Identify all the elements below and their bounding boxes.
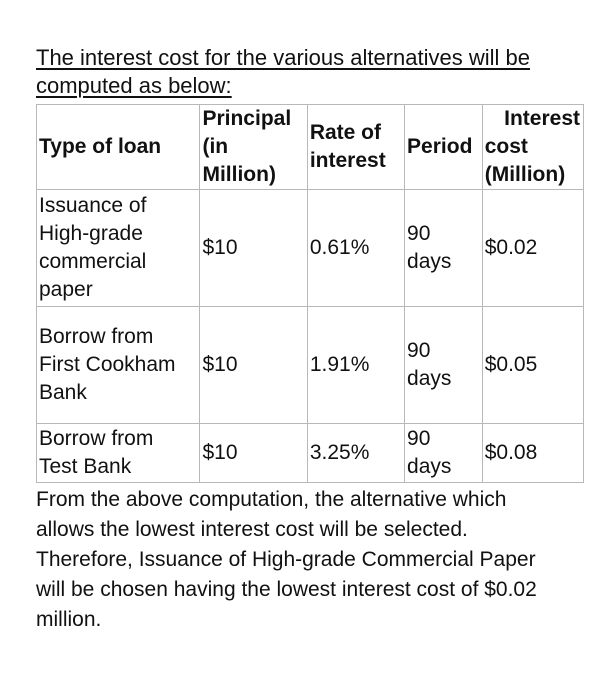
cell-type-of-loan: Issuance of High-grade commercial paper — [37, 190, 200, 307]
cell-period: 90 days — [405, 190, 483, 307]
table-row — [37, 307, 584, 424]
table-row — [37, 190, 584, 307]
header-interest-cost-line2: cost (Million) — [484, 135, 566, 186]
cell-period: 90 days — [405, 424, 483, 483]
cell-interest-cost: $0.08 — [482, 424, 583, 483]
cell-rate: 3.25% — [307, 424, 404, 483]
cell-principal: $10 — [200, 424, 307, 483]
header-interest-cost-line1: Interest — [504, 107, 580, 130]
cell-rate: 0.61% — [307, 190, 404, 307]
cell-period: 90 days — [405, 307, 483, 424]
loan-comparison-table — [36, 104, 584, 483]
table-header-row — [37, 105, 584, 190]
cell-principal: $10 — [200, 307, 307, 424]
header-rate-of-interest: Rate of interest — [307, 105, 404, 190]
header-principal: Principal (in Million) — [200, 105, 307, 190]
cell-interest-cost: $0.05 — [482, 307, 583, 424]
header-type-of-loan: Type of loan — [37, 105, 200, 190]
cell-principal: $10 — [200, 190, 307, 307]
section-heading: The interest cost for the various alternatives will be computed as below: — [36, 45, 531, 98]
header-period: Period — [405, 105, 483, 190]
conclusion-paragraph: From the above computation, the alternative which allows the lowest interest cost will be selected. Therefore, Issuance of High-grade Commercial Paper will be chosen having the lowest interest cost of $0.02 million. — [36, 488, 537, 631]
table-row — [37, 424, 584, 483]
cell-rate: 1.91% — [307, 307, 404, 424]
cell-type-of-loan: Borrow from First Cookham Bank — [37, 307, 200, 424]
cell-type-of-loan: Borrow from Test Bank — [37, 424, 200, 483]
header-interest-cost — [482, 105, 583, 190]
document-page — [36, 44, 584, 635]
cell-interest-cost: $0.02 — [482, 190, 583, 307]
